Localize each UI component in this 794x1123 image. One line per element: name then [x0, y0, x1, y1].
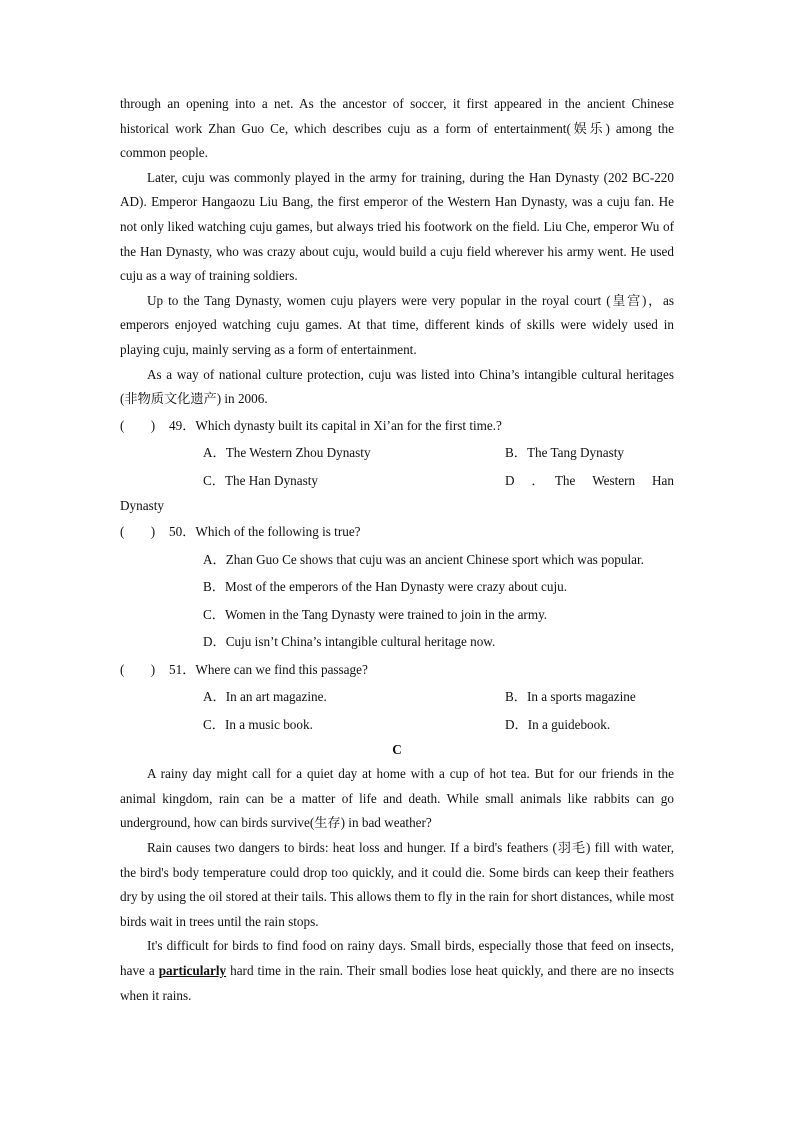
options-row — [120, 439, 674, 467]
answer-blank[interactable]: ( ) — [120, 661, 156, 677]
question-50 — [120, 518, 674, 546]
option-b: B．Most of the emperors of the Han Dynasty were crazy about cuju. — [203, 579, 568, 595]
question-stem: 49．Which dynasty built its capital in Xi’an for the first time.? — [169, 417, 502, 433]
option-c: C．In a music book. — [203, 716, 313, 732]
answer-blank[interactable]: ( ) — [120, 524, 156, 540]
options-row — [120, 683, 674, 711]
passage-b-paragraph-3: Up to the Tang Dynasty, women cuju players were very popular in the royal court (皇宫)，as emperors enjoyed watching cuju games. At that time, different kinds of skills were widely used in playing cuju, mainly serving as a form of entertainment. — [120, 292, 674, 357]
passage-c-paragraph-1: A rainy day might call for a quiet day at home with a cup of hot tea. But for our friends in the animal kingdom, rain can be a matter of life and death. While small animals like rabbits can go underground, how can birds survive(生存) in bad weather? — [120, 766, 674, 831]
options-row — [120, 467, 674, 495]
question-stem: 50．Which of the following is true? — [169, 524, 361, 540]
option-d-continuation: Dynasty — [120, 498, 164, 514]
options-row — [120, 711, 674, 739]
text-segment: It's difficult for birds to find food on rainy days. Small birds, especially those that feed on insects, have a — [120, 938, 674, 978]
option-a: A．In an art magazine. — [203, 689, 327, 705]
key-word: particularly — [158, 962, 227, 978]
question-51 — [120, 656, 674, 684]
option-c: C．The Han Dynasty — [203, 472, 319, 488]
passage-b-paragraph-4: As a way of national culture protection, cuju was listed into China’s intangible cultural heritages (非物质文化遗产) in 2006. — [120, 366, 674, 407]
option-a: A．Zhan Guo Ce shows that cuju was an ancient Chinese sport which was popular. — [203, 551, 644, 567]
passage-b-paragraph-2: Later, cuju was commonly played in the army for training, during the Han Dynasty (202 BC-220 AD). Emperor Hangaozu Liu Bang, the first emperor of the Western Han Dynasty, was a cuju fan. He not only liked watching cuju games, but always tried his footwork on the field. Liu Che, emperor Wu of the Han Dynasty, who was crazy about cuju, would build a cuju field wherever his army went. He used cuju as a way of training soldiers. — [120, 169, 674, 284]
text-segment: hard time in the rain. Their small bodies lose heat quickly, and there are no insects when it rains. — [120, 962, 674, 1003]
option-d: D ． The Western Han — [505, 472, 674, 488]
option-b: B．In a sports magazine — [505, 689, 636, 705]
question-stem: 51．Where can we find this passage? — [169, 661, 368, 677]
section-heading: C — [392, 742, 402, 758]
answer-blank[interactable]: ( ) — [120, 417, 156, 433]
option-d: D．Cuju isn’t China’s intangible cultural heritage now. — [203, 634, 496, 650]
option-d: D．In a guidebook. — [505, 716, 611, 732]
option-c: C．Women in the Tang Dynasty were trained to join in the army. — [203, 606, 548, 622]
option-a: A．The Western Zhou Dynasty — [203, 445, 371, 461]
passage-b-paragraph-1: through an opening into a net. As the ancestor of soccer, it first appeared in the ancient Chinese historical work Zhan Guo Ce, which describes cuju as a form of entertainment(娱乐) among the common people. — [120, 96, 674, 161]
option-b: B．The Tang Dynasty — [505, 445, 624, 461]
document-page — [120, 92, 674, 1008]
passage-c-paragraph-3 — [120, 934, 674, 1008]
passage-c-paragraph-2: Rain causes two dangers to birds: heat loss and hunger. If a bird's feathers (羽毛) fill with water, the bird's body temperature could drop too quickly, and it could die. Some birds can keep their feathers dry by using the oil stored at their tails. This allows them to fly in the rain for short distances, while most birds wait in trees until the rain stops. — [120, 840, 674, 929]
question-49 — [120, 412, 674, 440]
